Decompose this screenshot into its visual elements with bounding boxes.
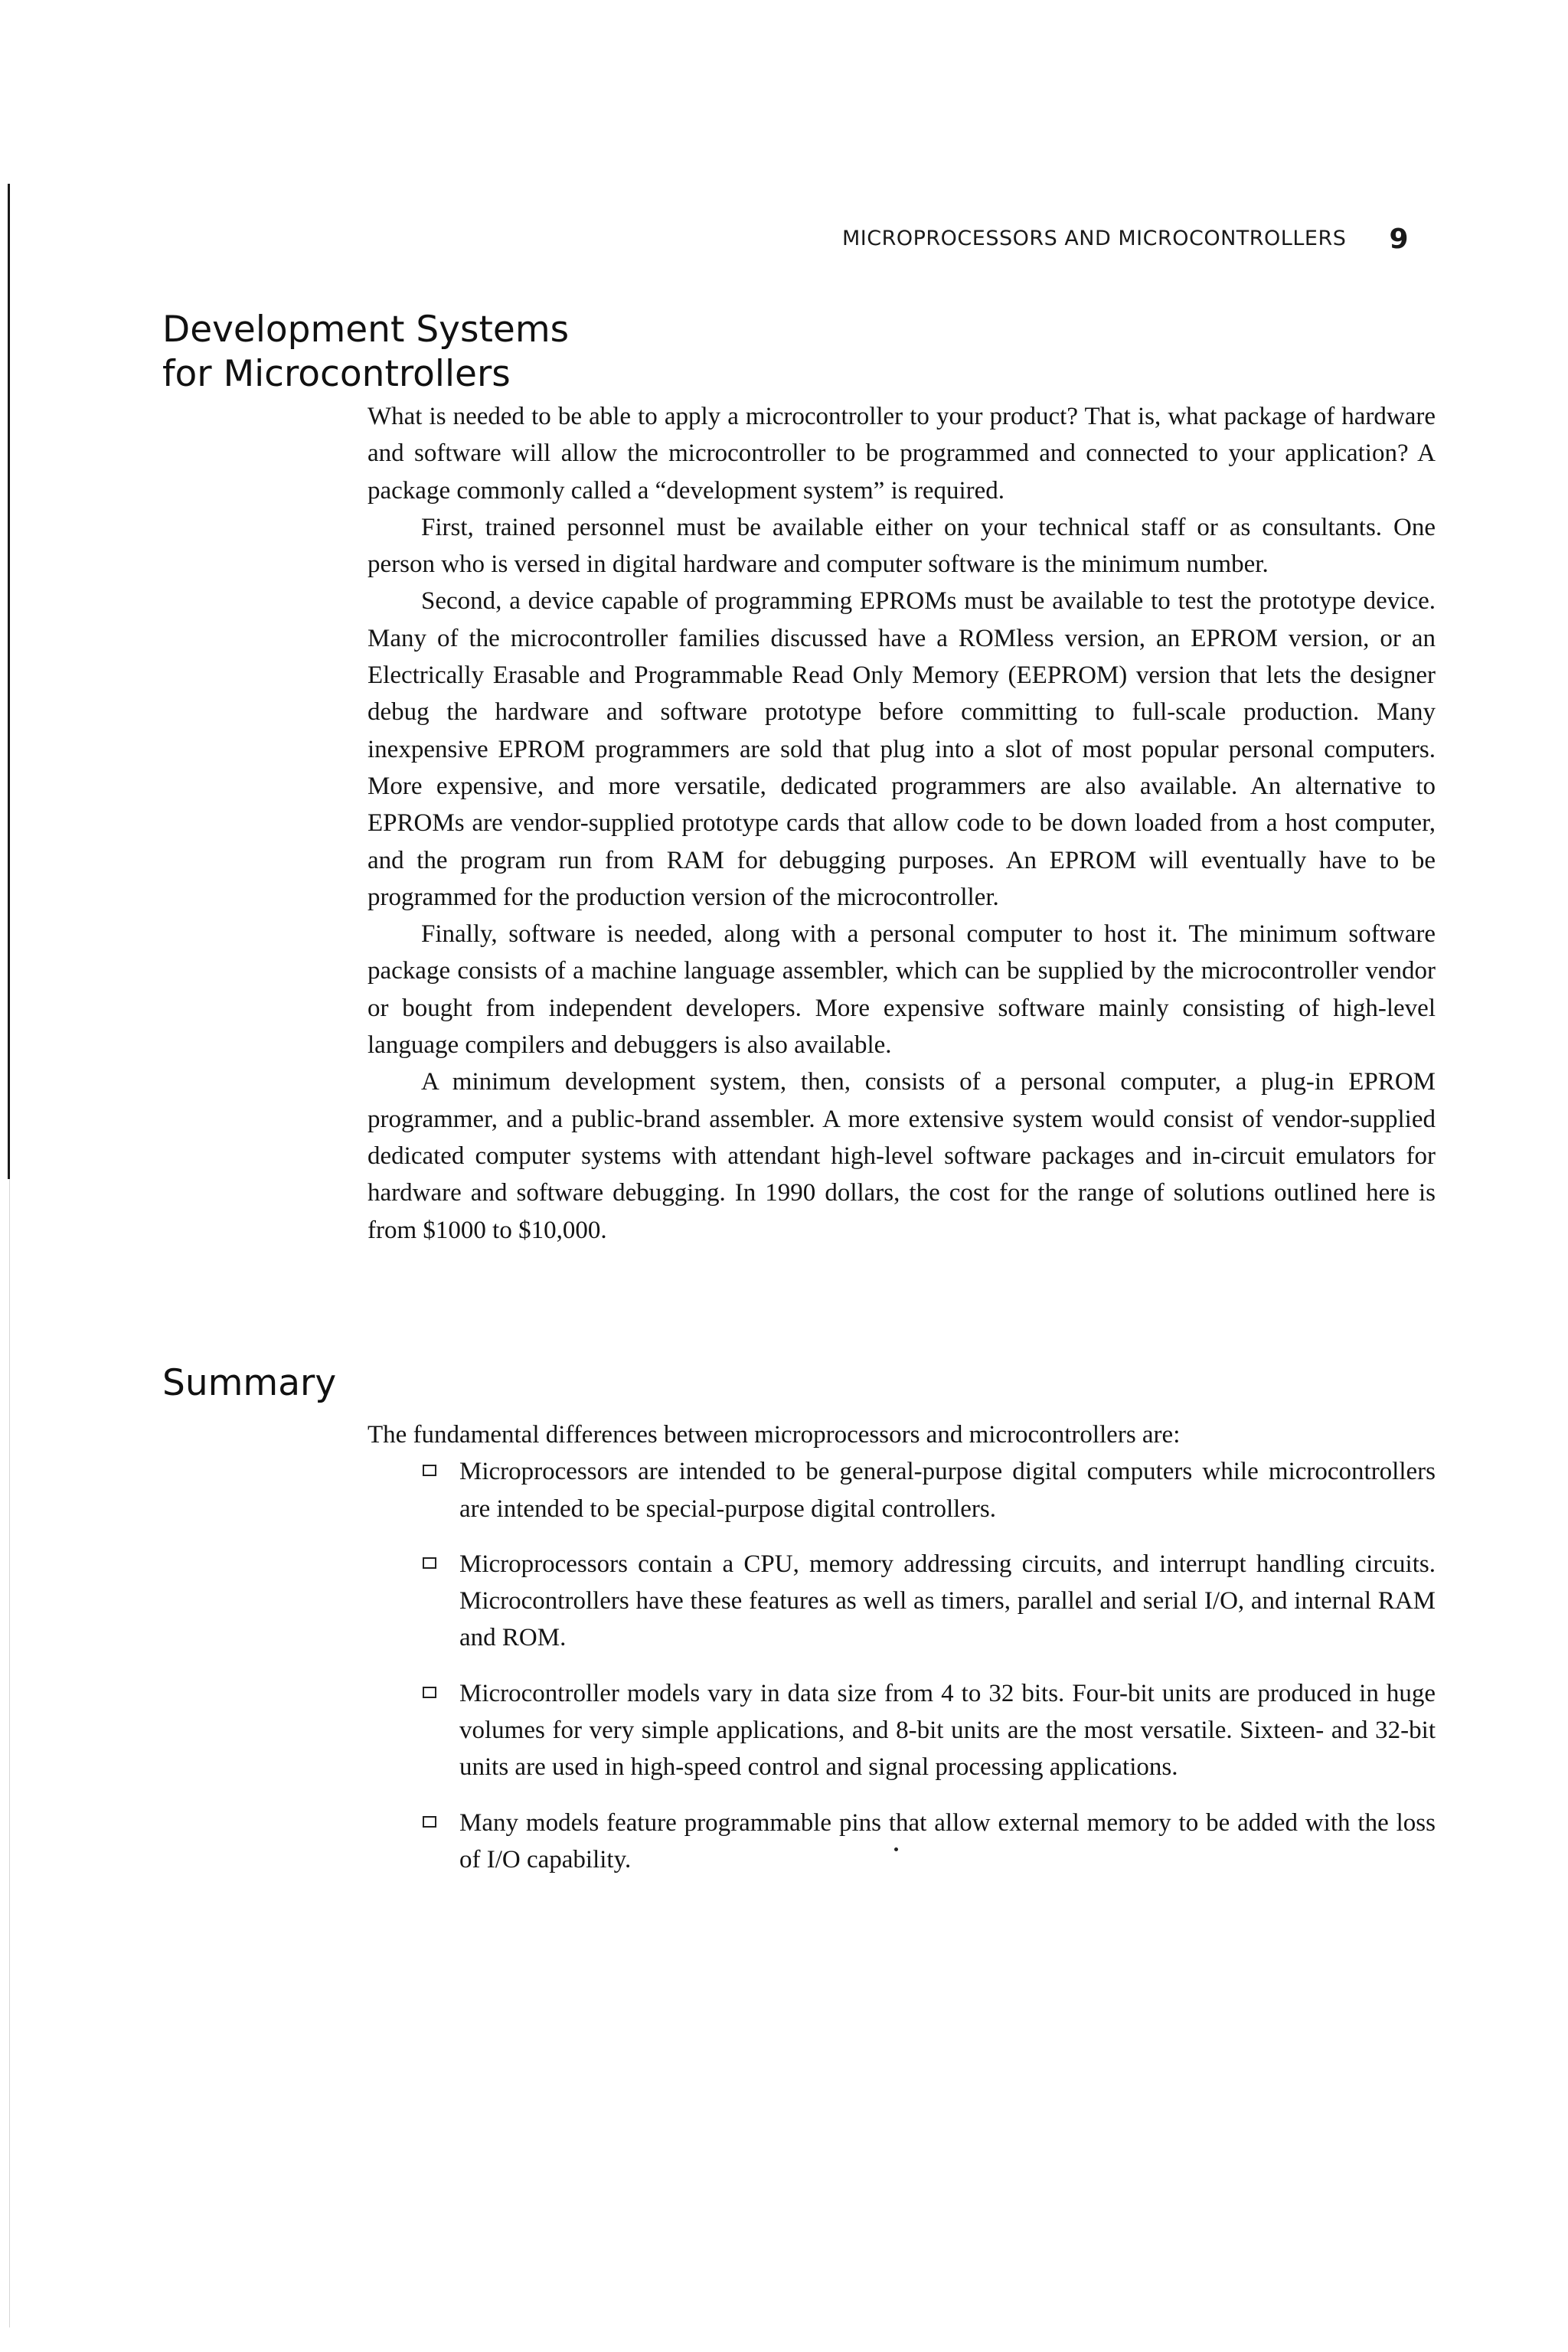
paragraph: A minimum development system, then, consists of a personal computer, a plug-in EPROM programmer, and a public-brand assembler. A more extensive system would consist of vendor-supplied dedicated computer systems with attendant high-level software packages and in-circuit emulators for hardware and software debugging. In 1990 dollars, the cost for the range of solutions outlined here is from $1000 to $10,000. <box>368 1068 1436 1244</box>
bullet-text: Many models feature programmable pins that allow external memory to be added with the loss of I/O capability. <box>459 1808 1436 1873</box>
bullet-text: Microcontroller models vary in data size from 4 to 32 bits. Four-bit units are produced in huge volumes for very simple applications, and 8-bit units are the most versatile. Sixteen- and 32-bit units are used in high-speed control and signal processing applications. <box>459 1679 1436 1782</box>
running-head <box>842 224 1409 255</box>
square-bullet-icon <box>423 1816 436 1828</box>
bullet-text: Microprocessors contain a CPU, memory addressing circuits, and interrupt handling circuits. Microcontrollers have these features as well as timers, parallel and serial I/O, and internal RAM and ROM. <box>459 1550 1436 1652</box>
square-bullet-icon <box>423 1557 436 1569</box>
list-item <box>423 1805 1436 1879</box>
list-item <box>423 1675 1436 1786</box>
page-number: 9 <box>1389 224 1409 255</box>
stray-dot-mark <box>894 1847 898 1851</box>
paragraph: What is needed to be able to apply a microcontroller to your product? That is, what package of hardware and software will allow the microcontroller to be programmed and connected to your application? A package commonly called a “development system” is required. <box>368 403 1436 505</box>
paragraph: First, trained personnel must be available either on your technical staff or as consultants. One person who is versed in digital hardware and computer software is the minimum number. <box>368 513 1436 579</box>
development-systems-heading <box>162 308 569 397</box>
paragraph: Finally, software is needed, along with a personal computer to host it. The minimum software package consists of a machine language assembler, which can be supplied by the microcontroller vendor or bought from independent developers. More expensive software mainly consisting of high-level language compilers and debuggers is also available. <box>368 920 1436 1060</box>
paragraph: Second, a device capable of programming EPROMs must be available to test the prototype device. Many of the microcontroller families discussed have a ROMless version, an EPROM version, or an Electrically Erasable and Programmable Read Only Memory (EEPROM) version that lets the designer debug the hardware and software prototype before committing to full-scale production. Many inexpensive EPROM programmers are sold that plug into a slot of most popular personal computers. More expensive, and more versatile, dedicated programmers are also available. An alternative to EPROMs are vendor-supplied prototype cards that allow code to be down loaded from a host computer, and the program run from RAM for debugging purposes. An EPROM will eventually have to be programmed for the production version of the microcontroller. <box>368 587 1436 911</box>
summary-bullet-list <box>368 1453 1436 1878</box>
page-binding-edge-faint <box>9 1179 10 2328</box>
heading-line-2: for Microcontrollers <box>162 353 511 395</box>
square-bullet-icon <box>423 1465 436 1476</box>
list-item <box>423 1546 1436 1657</box>
summary-intro: The fundamental differences between microprocessors and microcontrollers are: <box>368 1421 1181 1449</box>
summary-heading-text: Summary <box>162 1362 337 1404</box>
development-systems-body <box>368 398 1436 1249</box>
list-item <box>423 1453 1436 1527</box>
square-bullet-icon <box>423 1687 436 1698</box>
running-head-title: MICROPROCESSORS AND MICROCONTROLLERS <box>842 227 1347 250</box>
heading-line-1: Development Systems <box>162 309 570 351</box>
summary-body <box>368 1416 1436 1896</box>
bullet-text: Microprocessors are intended to be general-purpose digital computers while microcontrollers are intended to be special-purpose digital controllers. <box>459 1458 1436 1523</box>
summary-heading <box>162 1361 336 1406</box>
page-binding-edge <box>8 184 10 1179</box>
